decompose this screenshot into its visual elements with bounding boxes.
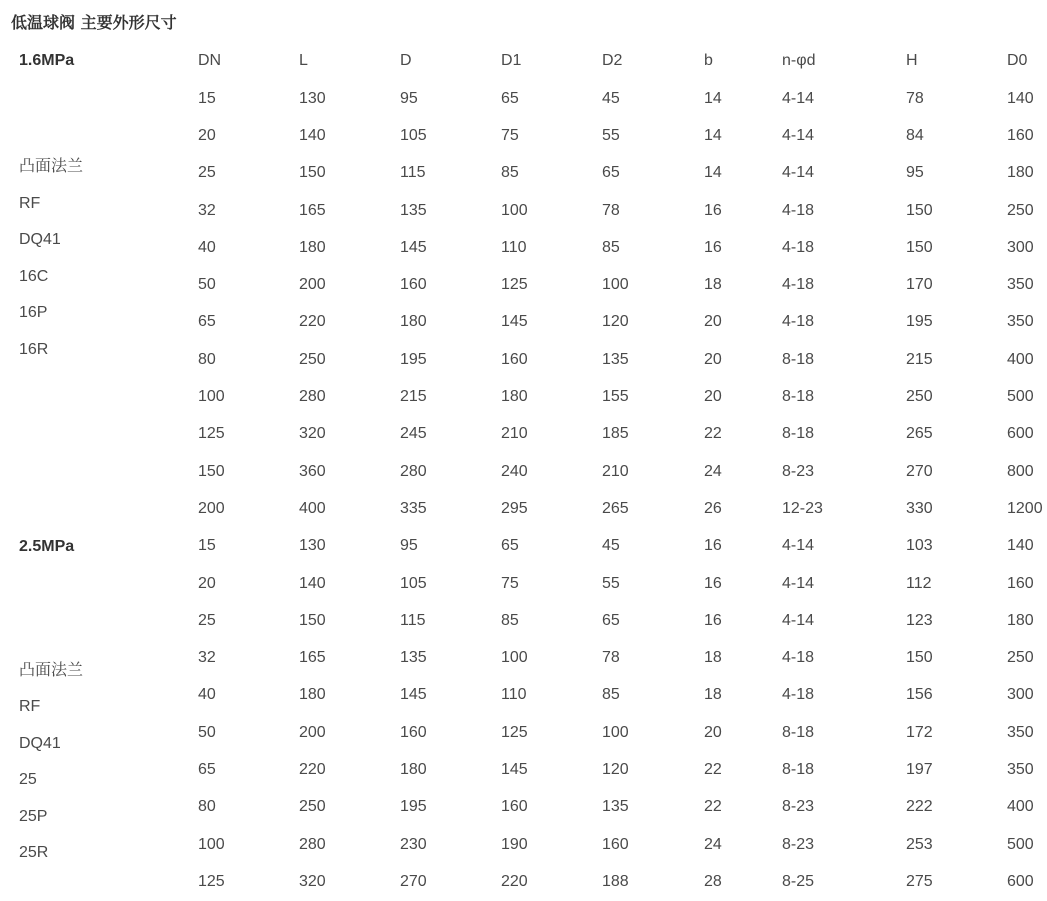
table-cell: 100 — [198, 835, 225, 853]
valve-code: DQ41 — [19, 734, 61, 752]
table-cell: 185 — [602, 425, 629, 443]
table-cell: 65 — [501, 537, 519, 555]
table-cell: 280 — [299, 388, 326, 406]
table-cell: 135 — [602, 798, 629, 816]
table-cell: 140 — [1007, 537, 1034, 555]
valve-codes — [19, 661, 198, 880]
table-cell: 180 — [299, 238, 326, 256]
table-cell: 335 — [400, 499, 427, 517]
table-cell: 16 — [704, 537, 722, 555]
table-cell: 160 — [602, 835, 629, 853]
table-cell: 20 — [198, 126, 216, 144]
table-cell: 103 — [906, 537, 933, 555]
table-cell: 4-18 — [782, 313, 815, 331]
column-header: D1 — [501, 52, 522, 69]
table-cell: 350 — [1007, 313, 1034, 331]
table-cell: 25 — [198, 164, 216, 182]
table-cell: 280 — [299, 835, 326, 853]
table-cell: 85 — [501, 164, 519, 182]
valve-code: 16C — [19, 267, 49, 285]
table-cell: 8-23 — [782, 835, 815, 853]
table-cell: 100 — [501, 201, 528, 219]
page-title: 低温球阀 主要外形尺寸 — [11, 13, 177, 32]
table-cell: 180 — [400, 313, 427, 331]
dimensions-table — [0, 42, 1047, 901]
table-cell: 112 — [906, 574, 932, 592]
table-cell: 400 — [1007, 798, 1034, 816]
table-cell: 145 — [501, 760, 528, 778]
table-cell: 120 — [602, 313, 629, 331]
table-cell: 200 — [198, 499, 225, 517]
column-header: D0 — [1007, 52, 1028, 69]
pressure-rating: 2.5MPa — [19, 537, 75, 555]
table-cell: 16 — [704, 611, 722, 629]
table-cell: 15 — [198, 537, 216, 555]
table-cell: 4-18 — [782, 686, 815, 704]
table-cell: 250 — [1007, 649, 1034, 667]
table-cell: 180 — [400, 760, 427, 778]
table-cell: 295 — [501, 499, 528, 517]
table-cell: 120 — [602, 760, 629, 778]
table-cell: 170 — [906, 276, 933, 294]
table-cell: 28 — [704, 872, 722, 890]
table-cell: 32 — [198, 201, 216, 219]
table-cell: 50 — [198, 276, 216, 294]
table-cell: 25 — [198, 611, 216, 629]
table-cell: 125 — [198, 425, 225, 443]
table-cell: 155 — [602, 388, 629, 406]
table-cell: 65 — [602, 611, 620, 629]
table-cell: 150 — [299, 611, 326, 629]
table-cell: 75 — [501, 574, 519, 592]
table-cell: 65 — [198, 760, 216, 778]
table-cell: 160 — [501, 350, 528, 368]
table-cell: 250 — [299, 798, 326, 816]
table-cell: 55 — [602, 574, 620, 592]
table-cell: 400 — [1007, 350, 1034, 368]
valve-codes — [19, 157, 198, 376]
table-cell: 180 — [501, 388, 528, 406]
column-header: H — [906, 52, 918, 69]
table-cell: 4-18 — [782, 238, 815, 256]
table-cell: 85 — [602, 686, 620, 704]
table-cell: 85 — [501, 611, 519, 629]
table-cell: 105 — [400, 574, 427, 592]
table-cell: 500 — [1007, 835, 1034, 853]
table-cell: 135 — [602, 350, 629, 368]
table-cell: 32 — [198, 649, 216, 667]
table-cell: 200 — [299, 723, 326, 741]
table-cell: 16 — [704, 201, 722, 219]
table-cell: 140 — [299, 126, 326, 144]
table-cell: 50 — [198, 723, 216, 741]
table-cell: 130 — [299, 89, 326, 107]
table-cell: 188 — [602, 872, 629, 890]
table-cell: 156 — [906, 686, 933, 704]
column-header: D — [400, 52, 412, 69]
table-cell: 125 — [501, 276, 528, 294]
table-cell: 12-23 — [782, 499, 823, 517]
table-cell: 20 — [704, 388, 722, 406]
table-cell: 95 — [400, 537, 418, 555]
table-cell: 65 — [602, 164, 620, 182]
table-cell: 270 — [906, 462, 933, 480]
table-cell: 135 — [400, 201, 427, 219]
table-cell: 180 — [299, 686, 326, 704]
table-cell: 320 — [299, 872, 326, 890]
table-cell: 250 — [299, 350, 326, 368]
table-cell: 45 — [602, 537, 620, 555]
table-cell: 65 — [501, 89, 519, 107]
table-cell: 26 — [704, 499, 722, 517]
table-cell: 210 — [602, 462, 629, 480]
table-cell: 350 — [1007, 276, 1034, 294]
table-cell: 190 — [501, 835, 528, 853]
header-row — [0, 42, 1047, 80]
table-cell: 20 — [198, 574, 216, 592]
table-cell: 4-18 — [782, 276, 815, 294]
table-cell: 15 — [198, 89, 216, 107]
table-cell: 115 — [400, 164, 426, 182]
table-cell: 215 — [906, 350, 933, 368]
table-cell: 160 — [400, 723, 427, 741]
valve-code: 16P — [19, 304, 48, 321]
table-cell: 150 — [906, 201, 933, 219]
table-cell: 800 — [1007, 462, 1034, 480]
table-cell: 16 — [704, 574, 722, 592]
valve-code: 25 — [19, 771, 37, 789]
table-cell: 80 — [198, 350, 216, 368]
group-label-cell — [0, 528, 198, 901]
group-label-cell — [0, 42, 198, 528]
table-cell: 197 — [906, 760, 933, 778]
table-cell: 55 — [602, 126, 620, 144]
valve-code: 凸面法兰 — [19, 661, 84, 679]
table-cell: 123 — [906, 611, 933, 629]
column-header: n-φd — [782, 52, 816, 69]
table-cell: 280 — [400, 462, 427, 480]
table-cell: 78 — [602, 201, 620, 219]
table-cell: 20 — [704, 313, 722, 331]
table-cell: 4-14 — [782, 89, 815, 107]
table-cell: 160 — [400, 276, 427, 294]
table-cell: 100 — [602, 276, 629, 294]
table-cell: 16 — [704, 238, 722, 256]
table-cell: 215 — [400, 388, 427, 406]
table-cell: 100 — [198, 388, 225, 406]
valve-code: 25R — [19, 844, 49, 862]
column-header: D2 — [602, 52, 623, 69]
table-cell: 8-25 — [782, 872, 815, 890]
table-cell: 350 — [1007, 723, 1034, 741]
valve-code: 16R — [19, 340, 49, 358]
table-cell: 105 — [400, 126, 427, 144]
table-cell: 40 — [198, 238, 216, 256]
column-header: DN — [198, 52, 222, 69]
table-cell: 250 — [906, 388, 933, 406]
table-cell: 145 — [400, 686, 427, 704]
table-cell: 160 — [501, 798, 528, 816]
table-cell: 360 — [299, 462, 326, 480]
table-cell: 4-14 — [782, 537, 815, 555]
table-cell: 78 — [602, 649, 620, 667]
table-cell: 195 — [400, 798, 427, 816]
table-cell: 4-14 — [782, 611, 815, 629]
table-cell: 195 — [906, 313, 933, 331]
table-cell: 240 — [501, 462, 528, 480]
table-cell: 245 — [400, 425, 427, 443]
table-cell: 8-18 — [782, 350, 815, 368]
table-cell: 250 — [1007, 201, 1034, 219]
table-cell: 150 — [906, 238, 933, 256]
table-cell: 400 — [299, 499, 326, 517]
table-cell: 210 — [501, 425, 528, 443]
table-cell: 8-23 — [782, 462, 815, 480]
table-cell: 150 — [198, 462, 225, 480]
table-cell: 220 — [299, 760, 326, 778]
table-cell: 8-18 — [782, 388, 815, 406]
table-cell: 330 — [906, 499, 933, 517]
table-cell: 8-23 — [782, 798, 815, 816]
table-cell: 4-18 — [782, 201, 815, 219]
table-cell: 85 — [602, 238, 620, 256]
table-cell: 220 — [299, 313, 326, 331]
table-cell: 172 — [906, 723, 933, 741]
valve-code: 25P — [19, 807, 48, 825]
table-cell: 265 — [602, 499, 629, 517]
table-cell: 4-14 — [782, 126, 815, 144]
table-cell: 500 — [1007, 388, 1034, 406]
table-cell: 130 — [299, 537, 326, 555]
table-cell: 80 — [198, 798, 216, 816]
table-cell: 115 — [400, 611, 426, 629]
table-cell: 165 — [299, 201, 326, 219]
valve-code: RF — [19, 194, 41, 212]
table-cell: 320 — [299, 425, 326, 443]
table-cell: 65 — [198, 313, 216, 331]
table-cell: 24 — [704, 835, 722, 853]
table-cell: 110 — [501, 686, 527, 704]
table-cell: 160 — [1007, 126, 1034, 144]
table-cell: 145 — [400, 238, 427, 256]
table-cell: 18 — [704, 686, 722, 704]
table-cell: 220 — [501, 872, 528, 890]
table-cell: 253 — [906, 835, 933, 853]
table-cell: 140 — [1007, 89, 1034, 107]
table-cell: 1200 — [1007, 499, 1043, 517]
table-cell: 150 — [906, 649, 933, 667]
table-cell: 8-18 — [782, 425, 815, 443]
table-cell: 270 — [400, 872, 427, 890]
table-cell: 8-18 — [782, 723, 815, 741]
table-cell: 78 — [906, 89, 924, 107]
table-cell: 8-18 — [782, 760, 815, 778]
table-cell: 165 — [299, 649, 326, 667]
valve-code: DQ41 — [19, 231, 61, 248]
table-cell: 300 — [1007, 686, 1034, 704]
table-cell: 14 — [704, 164, 722, 182]
table-cell: 4-14 — [782, 164, 815, 182]
table-cell: 84 — [906, 126, 924, 144]
table-cell: 180 — [1007, 611, 1034, 629]
table-cell: 22 — [704, 760, 722, 778]
table-cell: 265 — [906, 425, 933, 443]
table-cell: 22 — [704, 798, 722, 816]
table-cell: 275 — [906, 872, 933, 890]
table-cell: 300 — [1007, 238, 1034, 256]
table-cell: 40 — [198, 686, 216, 704]
table-cell: 14 — [704, 126, 722, 144]
table-cell: 110 — [501, 238, 527, 256]
column-header: b — [704, 52, 713, 69]
table-cell: 222 — [906, 798, 933, 816]
table-cell: 4-14 — [782, 574, 815, 592]
table-cell: 14 — [704, 89, 722, 107]
table-cell: 160 — [1007, 574, 1034, 592]
table-cell: 600 — [1007, 872, 1034, 890]
table-cell: 75 — [501, 126, 519, 144]
table-cell: 4-18 — [782, 649, 815, 667]
table-cell: 100 — [602, 723, 629, 741]
valve-code: RF — [19, 698, 41, 716]
table-row — [0, 528, 1047, 565]
table-cell: 195 — [400, 350, 427, 368]
table-cell: 20 — [704, 723, 722, 741]
table-cell: 24 — [704, 462, 722, 480]
table-cell: 180 — [1007, 164, 1034, 182]
valve-code: 凸面法兰 — [19, 158, 84, 175]
table-cell: 18 — [704, 649, 722, 667]
table-cell: 145 — [501, 313, 528, 331]
column-header: L — [299, 52, 308, 69]
table-cell: 600 — [1007, 425, 1034, 443]
table-cell: 125 — [501, 723, 528, 741]
table-cell: 150 — [299, 164, 326, 182]
table-cell: 95 — [400, 89, 418, 107]
table-cell: 20 — [704, 350, 722, 368]
pressure-rating: 1.6MPa — [19, 52, 75, 69]
table-cell: 125 — [198, 872, 225, 890]
table-cell: 135 — [400, 649, 427, 667]
table-cell: 350 — [1007, 760, 1034, 778]
table-cell: 18 — [704, 276, 722, 294]
table-cell: 200 — [299, 276, 326, 294]
table-cell: 140 — [299, 574, 326, 592]
table-cell: 45 — [602, 89, 620, 107]
table-cell: 95 — [906, 164, 924, 182]
table-cell: 100 — [501, 649, 528, 667]
table-cell: 22 — [704, 425, 722, 443]
table-cell: 230 — [400, 835, 427, 853]
